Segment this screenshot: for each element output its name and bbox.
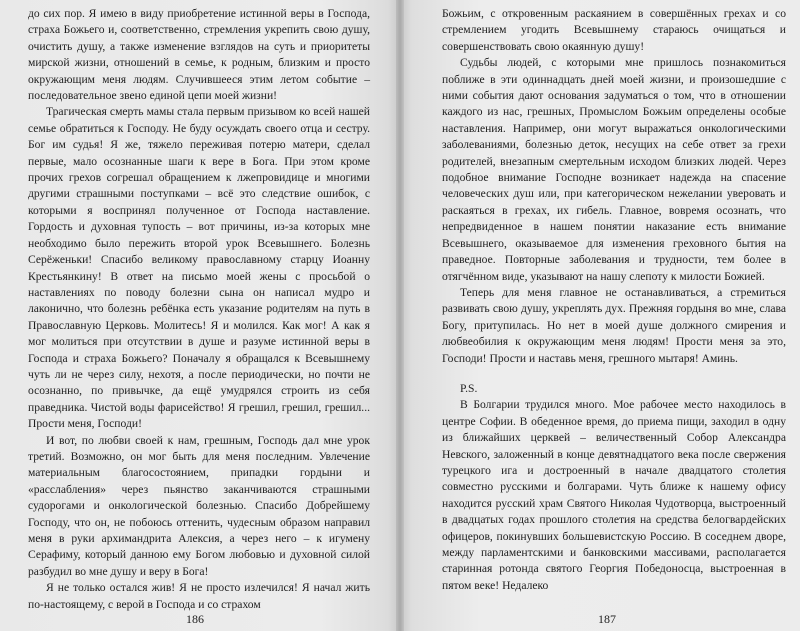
paragraph: В Болгарии трудился много. Мое рабочее место находилось в центре Софии. В обеденное время, до приема пищи, заходил в одну из ближайших церквей – величественный Собор Александра Невского, заложенный в конце девятнадцатого века после свержения турецкого ига и достроенный в начале двадцатого столетия совместно русскими и болгарами. Чуть ближе к нашему офису находится русский храм Святого Николая Чудотворца, выстроенный в двадцатых годах прошлого столетия на средства белогвардейских офицеров, покинувших большевистскую Россию. В соседнем дворе, между парламентскими и банковскими массивами, располагается старинная ротонда святого Георгия Победоносца, выстроенная в пятом веке! Недалеко bbox=[442, 398, 786, 592]
page-number: 187 bbox=[598, 612, 616, 626]
paragraph: Божьим, с откровенным раскаянием в совершённых грехах и со стремлением угодить Всевышнему стараюсь очищаться и совершенствовать свою окаянную душу! bbox=[442, 7, 786, 53]
page-number: 186 bbox=[186, 612, 204, 626]
left-page-text bbox=[28, 6, 370, 613]
paragraph: до сих пор. Я имею в виду приобретение истинной веры в Господа, страха Божьего и, соответственно, стремления укрепить свою душу, очистить душу, а также изменение взглядов на суть и приоритеты мирской жизни, отношений в семье, к родным, близким и просто окружающим меня людям. Случившееся этим летом событие – последовательное звено единой цепи моей жизни! bbox=[28, 7, 370, 103]
paragraph: Я не только остался жив! Я не просто излечился! Я начал жить по-настоящему, с верой в Господа и со страхом bbox=[28, 581, 370, 611]
paragraph: И вот, по любви своей к нам, грешным, Господь дал мне урок третий. Возможно, он мог быть для меня последним. Увлечение материальным благосостоянием, припадки гордыни и «расслабления» через пьянство заканчиваются страшными судорогами и онкологической болезнью. Спасибо Добрейшему Господу, что он, не побоюсь оттенить, чудесным образом направил меня в руки архимандрита Алексия, а через него – к игумену Серафиму, который данною ему Богом любовью и духовной силой разбудил во мне душу и веру в Бога! bbox=[28, 433, 370, 578]
paragraph: Трагическая смерть мамы стала первым призывом ко всей нашей семье обратиться к Господу. Не буду осуждать своего отца и сестру. Бог им судья! Я же, тяжело переживая потерю матери, сделал первые, мало осознанные шаги к вере в Бога. При этом кроме прочих грехов согрешал обращением к лжепровидице и многими другими страшными поступками – всё это следствие ошибок, с которыми я воспринял полученное от Господа наставление. Гордость и духовная тупость – вот причины, из-за которых мне необходимо было пережить второй урок Всевышнего. Болезнь Серёженьки! Спасибо великому православному старцу Иоанну Крестьянкину! В ответ на письмо моей жены с просьбой о наставлениях по поводу болезни сына он написал мудро и лаконично, что болезнь ребёнка есть указание родителям на путь в Православную Церковь. Молитесь! Я и молился. Как мог! А как я мог молиться при отсутствии в душе и разуме истинной веры в Господа и страха Божьего? Поначалу я обращался к Всевышнему чуть ли не через силу, нехотя, а после периодически, но почти не осознанно, по привычке, да ещё умудрялся строить из себя праведника. Чистой воды фарисейство! Я грешил, грешил, грешил... Прости меня, Господи! bbox=[28, 105, 370, 431]
paragraph: Судьбы людей, с которыми мне пришлось познакомиться поближе в эти одиннадцать дней моей жизни, и произошедшие с ними события дают основания задуматься о том, что в отношении каждого из нас, грешных, Промыслом Божьим определены особые наставления. Например, они могут выражаться онкологическими заболеваниями, болезнью деток, несущих на себе ответ за грехи родителей, внезапным смертельным исходом близких людей. Через подобное внимание Господне возникает надежда на спасение человеческих душ или, при категорическом нежелании уверовать и раскаяться в грехах, их гибель. Главное, вовремя осознать, что непредвиденное в нашем понятии наказание есть внимание Всевышнего, оказываемое для изменения греховного бытия на праведное. Повторные заболевания и трудности, тем более в отягчённом виде, указывают на нашу слепоту к милости Божией. bbox=[442, 56, 786, 283]
postscript-heading: P.S. bbox=[460, 381, 478, 395]
book-gutter bbox=[396, 0, 404, 631]
right-page bbox=[400, 0, 800, 631]
right-page-text bbox=[442, 6, 786, 594]
paragraph: Теперь для меня главное не останавливаться, а стремиться развивать свою душу, укреплять дух. Прежняя гордыня во мне, слава Богу, притупилась. Но нет в моей душе должного смирения и любвеобилия к окружающим меня людям! Прости меня за это, Господи! Прости и наставь меня, грешного мытаря! Аминь. bbox=[442, 285, 786, 365]
